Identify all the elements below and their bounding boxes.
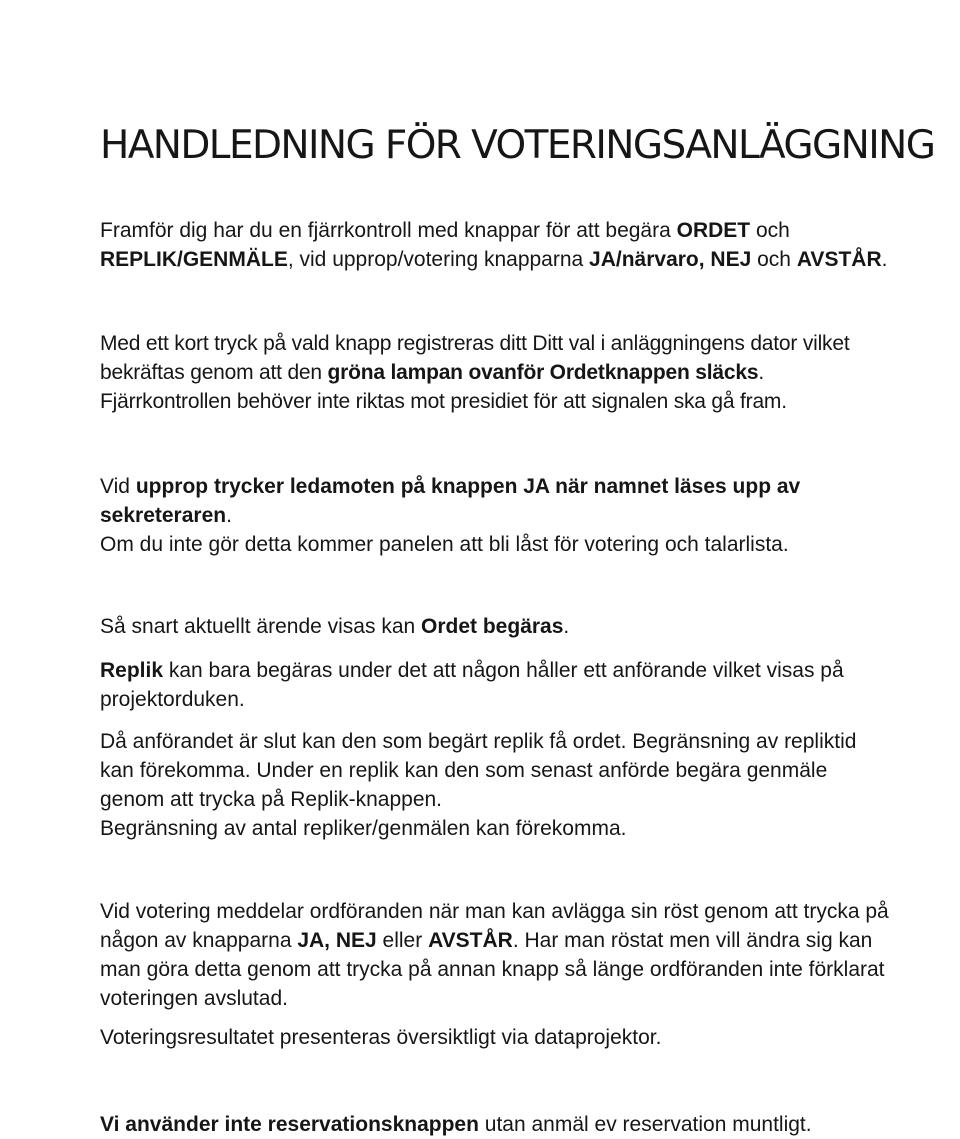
text-line: Fjärrkontrollen behöver inte riktas mot presidiet för att signalen ska gå fram.	[100, 390, 787, 413]
text-span: .	[758, 361, 764, 384]
text-line	[100, 245, 887, 274]
text-line	[100, 926, 889, 955]
text-line	[100, 612, 569, 641]
text-span: .	[226, 504, 232, 527]
text-span: och	[750, 219, 790, 242]
text-span: eller	[376, 929, 429, 952]
bold-span: Vi använder inte reservationsknappen	[100, 1113, 479, 1136]
text-line	[100, 358, 849, 387]
paragraph-request-floor	[100, 612, 569, 641]
paragraph-registration	[100, 329, 849, 416]
paragraph-results	[100, 1023, 661, 1052]
text-line: genom att trycka på Replik-knappen.	[100, 788, 443, 811]
text-span: .	[881, 248, 888, 271]
paragraph-reply	[100, 656, 844, 714]
bold-span: Replik	[100, 659, 164, 682]
text-span: kan bara begäras under det att någon håller ett anförande vilket visas på	[163, 659, 844, 682]
paragraph-remote-control	[100, 216, 887, 274]
text-span: Framför dig har du en fjärrkontroll med knappar för att begära	[100, 219, 677, 242]
text-line	[100, 501, 800, 530]
bold-span: JA, NEJ	[297, 929, 377, 952]
text-line: Begränsning av antal repliker/genmälen kan förekomma.	[100, 817, 627, 840]
paragraph-reservation	[100, 1110, 812, 1139]
text-line: Om du inte gör detta kommer panelen att bli låst för votering och talarlista.	[100, 533, 789, 556]
text-line: kan förekomma. Under en replik kan den som senast anförde begära genmäle	[100, 759, 828, 782]
text-span: bekräftas genom att den	[100, 361, 328, 384]
bold-span: JA/närvaro, NEJ	[589, 248, 752, 271]
paragraph-reply-limits	[100, 727, 856, 843]
page-title: HANDLEDNING FÖR VOTERINGSANLÄGGNING	[100, 123, 935, 168]
text-line: projektorduken.	[100, 688, 245, 711]
bold-span: AVSTÅR	[428, 929, 513, 952]
bold-span: sekreteraren	[100, 504, 227, 527]
text-line: Med ett kort tryck på vald knapp registreras ditt Ditt val i anläggningens dator vilket	[100, 332, 850, 355]
text-span: och	[751, 248, 797, 271]
text-span: . Har man röstat men vill ändra sig kan	[512, 929, 873, 952]
bold-span: gröna lampan ovanför Ordetknappen släcks	[327, 361, 759, 384]
text-span: någon av knapparna	[100, 929, 298, 952]
bold-span: Ordet begäras	[421, 615, 564, 638]
text-span: utan anmäl ev reservation muntligt.	[478, 1113, 812, 1136]
paragraph-roll-call	[100, 472, 800, 559]
bold-span: upprop trycker ledamoten på knappen JA när namnet läses upp av	[135, 475, 801, 498]
text-line: Voteringsresultatet presenteras översiktligt via dataprojektor.	[100, 1026, 662, 1049]
text-line	[100, 216, 887, 245]
text-span: , vid upprop/votering knapparna	[287, 248, 590, 271]
text-span: .	[563, 615, 570, 638]
bold-span: AVSTÅR	[796, 248, 882, 271]
text-line	[100, 1110, 812, 1139]
text-line: man göra detta genom att trycka på annan knapp så länge ordföranden inte förklarat	[100, 958, 885, 981]
bold-span: ORDET	[676, 219, 751, 242]
text-line: voteringen avslutad.	[100, 987, 288, 1010]
text-line: Vid votering meddelar ordföranden när man kan avlägga sin röst genom att trycka på	[100, 900, 889, 923]
text-line	[100, 472, 800, 501]
paragraph-voting	[100, 897, 889, 1013]
text-line: Då anförandet är slut kan den som begärt replik få ordet. Begränsning av repliktid	[100, 730, 857, 753]
text-span: Vid	[100, 475, 136, 498]
bold-span: REPLIK/GENMÄLE	[100, 248, 288, 271]
text-span: Så snart aktuellt ärende visas kan	[100, 615, 422, 638]
text-line	[100, 656, 844, 685]
